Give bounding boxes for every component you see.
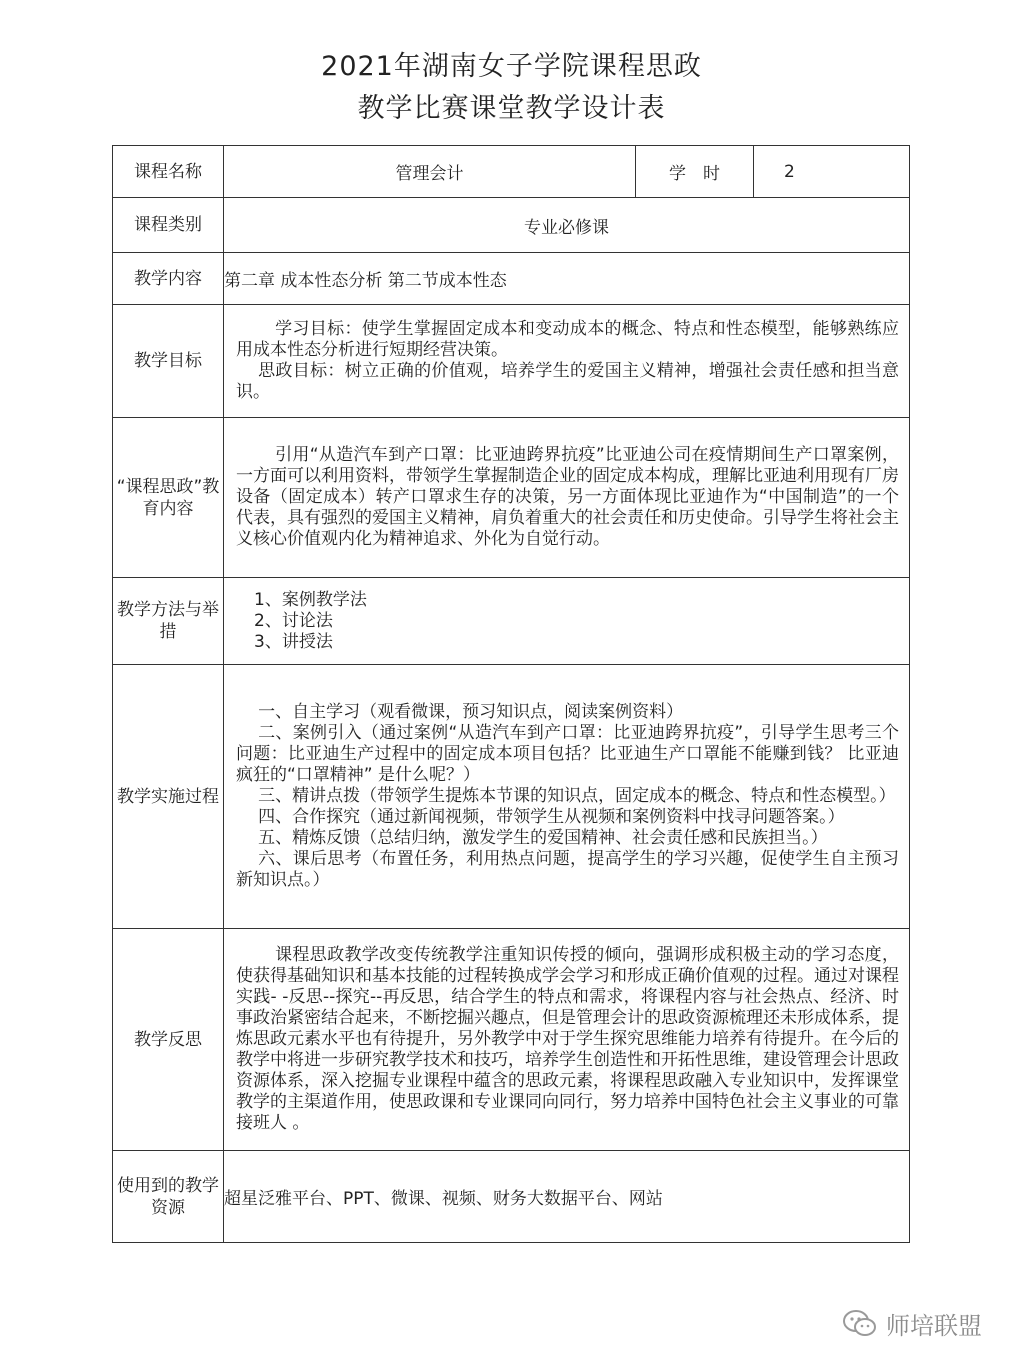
course-name-value: 管理会计 <box>224 146 636 198</box>
row-resources <box>113 1151 910 1243</box>
hours-label: 学 时 <box>636 146 754 198</box>
goal-paragraph-ideology: 思政目标：树立正确的价值观，培养学生的爱国主义精神，增强社会责任感和担当意识。 <box>236 361 899 402</box>
wechat-icon <box>842 1309 878 1339</box>
document-title-line1: 2021年湖南女子学院课程思政 <box>321 51 702 82</box>
goal-label: 教学目标 <box>113 305 224 418</box>
row-course-name <box>113 146 910 198</box>
resources-value: 超星泛雅平台、PPT、微课、视频、财务大数据平台、网站 <box>224 1151 910 1243</box>
process-step-3: 三、精讲点拨（带领学生提炼本节课的知识点，固定成本的概念、特点和性态模型。） <box>258 786 896 806</box>
process-step-2: 二、案例引入（通过案例“从造汽车到产口罩：比亚迪跨界抗疫”，引导学生思考三个问题：比亚迪生产过程中的固定成本项目包括？比亚迪生产口罩能不能赚到钱？ 比亚迪疯狂的“口罩精神” 是什么呢？） <box>236 723 899 785</box>
process-step-4: 四、合作探究（通过新闻视频，带领学生从视频和案例资料中找寻问题答案。） <box>258 807 845 827</box>
goal-cell <box>224 305 910 418</box>
process-step-6: 六、课后思考（布置任务，利用热点问题，提高学生的学习兴趣，促使学生自主预习新知识点。） <box>236 849 899 890</box>
process-step-1: 一、自主学习（观看微课，预习知识点，阅读案例资料） <box>258 702 684 722</box>
method-item-2: 2、讨论法 <box>254 610 333 631</box>
process-step-5: 五、精炼反馈（总结归纳，激发学生的爱国精神、社会责任感和民族担当。） <box>258 828 828 848</box>
ideology-paragraph: 引用“从造汽车到产口罩：比亚迪跨界抗疫”比亚迪公司在疫情期间生产口罩案例，一方面可以利用资料，带领学生掌握制造企业的固定成本构成，理解比亚迪利用现有厂房设备（固定成本）转产口罩求生存的决策，另一方面体现比亚迪作为“中国制造”的一个代表，具有强烈的爱国主义精神，肩负着重大的社会责任和历史使命。引导学生将社会主义核心价值观内化为精神追求、外化为自觉行动。 <box>236 445 899 549</box>
document-title-line2: 教学比赛课堂教学设计表 <box>357 93 666 124</box>
reflection-paragraph: 课程思政教学改变传统教学注重知识传授的倾向，强调形成积极主动的学习态度，使获得基础知识和基本技能的过程转换成学会学习和形成正确价值观的过程。通过对课程实践- -反思--探究--再反思，结合学生的特点和需求，将课程内容与社会热点、经济、时事政治紧密结合起来，不断挖掘兴趣点，但是管理会计的思政资源梳理还未形成体系，提炼思政元素水平也有待提升，另外教学中对于学生探究思维能力培养有待提升。在今后的教学中将进一步研究教学技术和技巧，培养学生创造性和开拓性思维，建设管理会计思政资源体系，深入挖掘专业课程中蕴含的思政元素，将课程思政融入专业知识中，发挥课堂教学的主渠道作用，使思政课和专业课同向同行，努力培养中国特色社会主义事业的可靠接班人 。 <box>236 945 899 1133</box>
method-item-3: 3、讲授法 <box>254 631 333 652</box>
watermark-text: 师培联盟 <box>886 1312 982 1340</box>
row-course-type <box>113 198 910 253</box>
ideology-cell <box>224 418 910 578</box>
row-process <box>113 665 910 929</box>
process-label: 教学实施过程 <box>113 665 224 929</box>
process-cell <box>224 665 910 929</box>
ideology-label: “课程思政”教育内容 <box>113 418 224 578</box>
resources-label: 使用到的教学资源 <box>113 1151 224 1243</box>
course-type-label: 课程类别 <box>113 198 224 253</box>
goal-paragraph-learning: 学习目标：使学生掌握固定成本和变动成本的概念、特点和性态模型，能够熟练应用成本性态分析进行短期经营决策。 <box>236 319 899 360</box>
watermark <box>842 1306 982 1341</box>
method-label: 教学方法与举措 <box>113 578 224 665</box>
course-type-value: 专业必修课 <box>224 198 910 253</box>
row-reflection <box>113 929 910 1151</box>
course-name-label: 课程名称 <box>113 146 224 198</box>
reflection-label: 教学反思 <box>113 929 224 1151</box>
reflection-cell <box>224 929 910 1151</box>
content-label: 教学内容 <box>113 253 224 305</box>
row-ideology <box>113 418 910 578</box>
method-item-1: 1、案例教学法 <box>254 589 367 610</box>
row-content <box>113 253 910 305</box>
row-goal <box>113 305 910 418</box>
content-value: 第二章 成本性态分析 第二节成本性态 <box>224 253 910 305</box>
row-method <box>113 578 910 665</box>
method-cell <box>224 578 910 665</box>
design-table <box>112 145 910 1243</box>
hours-value: 2 <box>754 146 910 198</box>
